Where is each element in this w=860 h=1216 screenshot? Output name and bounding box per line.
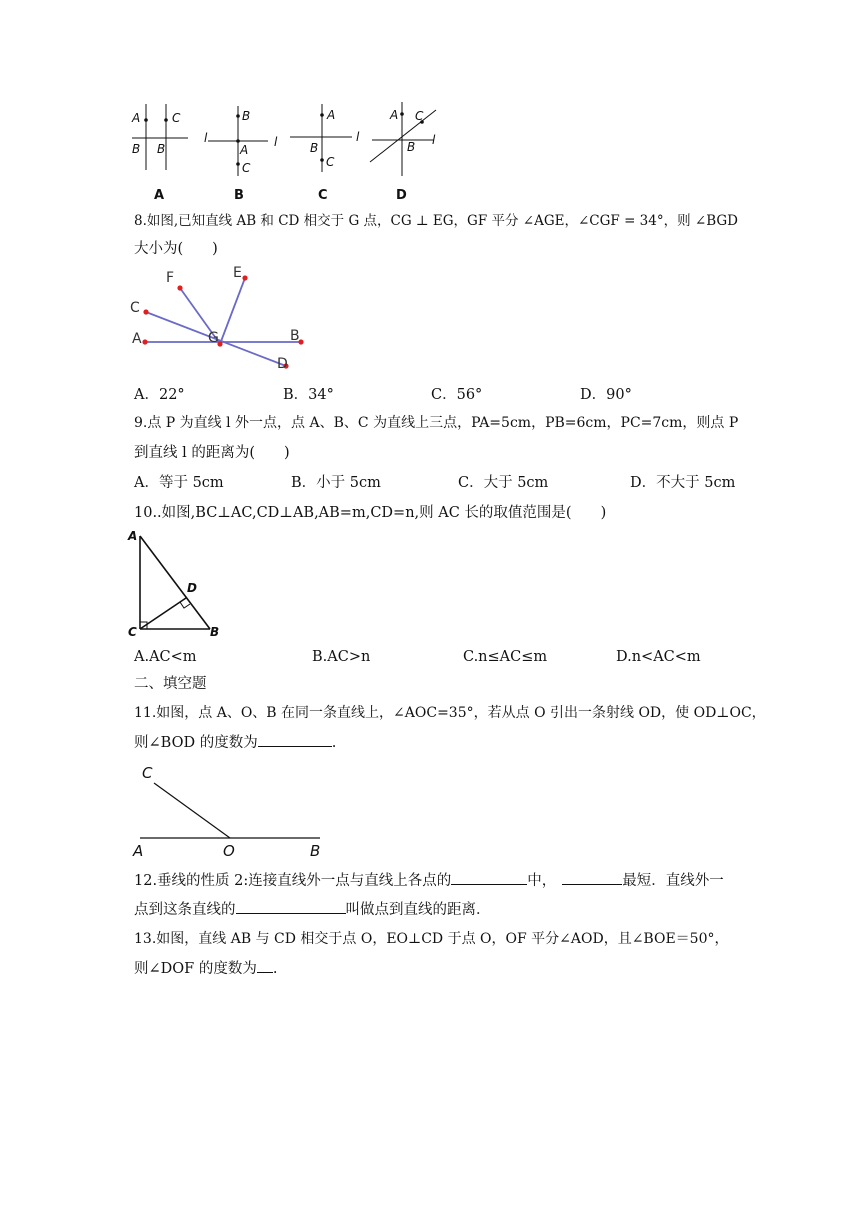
q8-label-f: F (166, 270, 175, 286)
q12-answer-blank-3[interactable] (236, 899, 346, 914)
q10-option-b[interactable]: B.AC>n (312, 649, 371, 665)
q12-line1-text-b: 中， (527, 873, 557, 889)
q11-line2-text: 则∠BOD 的度数为 (134, 735, 258, 751)
q7d-caption: D (396, 188, 407, 203)
q8-label-e: E (233, 265, 242, 281)
q7a-label-b: B (132, 142, 141, 156)
q11-label-c: C (142, 764, 153, 782)
q7a-label-c: C (172, 111, 181, 125)
q7d-label-b: B (407, 140, 416, 154)
q7-figure-b (208, 106, 278, 203)
q9-option-a[interactable]: A．等于 5cm (134, 475, 224, 491)
q12-line1-text-c: 最短．直线外一 (622, 873, 724, 889)
q7b-label-l: l (274, 135, 278, 149)
q9-option-d[interactable]: D．不大于 5cm (630, 475, 736, 491)
q12-answer-blank-2[interactable] (562, 870, 622, 885)
q8-option-d[interactable]: D．90° (580, 387, 632, 403)
q9-option-b[interactable]: B．小于 5cm (291, 475, 381, 491)
q11-figure (126, 760, 332, 860)
q7a-label-b2: B (157, 142, 166, 156)
section-2-heading: 二、填空题 (134, 676, 207, 692)
q10-label-a: A (128, 529, 138, 543)
q11-label-o: O (223, 842, 235, 860)
q7d-label-c: C (415, 109, 424, 123)
q10-question-line1: 10..如图,BC⊥AC,CD⊥AB,AB=m,CD=n,则 AC 长的取值范围是( ) (134, 505, 607, 521)
q12-line2-text-a: 点到这条直线的 (134, 902, 236, 918)
q8-label-d: D (277, 356, 288, 372)
q13-line2-text: 则∠DOF 的度数为 (134, 961, 257, 977)
q11-question-line1: 11.如图，点 A、O、B 在同一条直线上，∠AOC=35°，若从点 O 引出一条射线 OD，使 OD⊥OC， (134, 705, 766, 721)
q8-option-c[interactable]: C．56° (431, 387, 483, 403)
q7c-caption: C (318, 188, 328, 203)
q13-question-line1: 13.如图，直线 AB 与 CD 相交于点 O，EO⊥CD 于点 O，OF 平分∠AOD，且∠BOE＝50°， (134, 931, 729, 947)
q12-question-line1 (134, 870, 724, 891)
q7c-label-l: l (356, 130, 360, 144)
q12-answer-blank-1[interactable] (451, 870, 527, 885)
q11-answer-blank[interactable] (258, 732, 332, 747)
q7c-label-b: B (310, 141, 319, 155)
q10-option-a[interactable]: A.AC<m (134, 649, 197, 665)
q13-answer-blank[interactable] (257, 958, 273, 973)
q8-question-line1: 8.如图,已知直线 AB 和 CD 相交于 G 点，CG ⊥ EG，GF 平分 ∠AGE，∠CGF = 34°，则 ∠BGD (134, 213, 738, 229)
q8-figure (126, 262, 316, 378)
q10-option-d[interactable]: D.n<AC<m (616, 649, 701, 665)
q7d-label-l: l (432, 133, 436, 147)
q13-question-line2 (134, 958, 277, 979)
q10-option-c[interactable]: C.n≤AC≤m (463, 649, 548, 665)
q7-figures (120, 100, 450, 204)
q7c-label-c: C (326, 155, 335, 169)
q7-figure-d (370, 102, 436, 203)
q8-option-b[interactable]: B．34° (283, 387, 334, 403)
q8-label-a: A (132, 331, 142, 347)
q12-line2-text-b: 叫做点到直线的距离． (345, 902, 491, 918)
q10-label-d: D (187, 581, 197, 595)
q11-line2-end: . (331, 735, 337, 751)
q7-figure-a (131, 104, 208, 203)
q8-question-line2: 大小为( ) (134, 241, 218, 257)
q8-label-b: B (290, 328, 300, 344)
q11-label-a: A (133, 842, 144, 860)
q7b-label-b: B (242, 109, 251, 123)
q8-label-c: C (130, 300, 140, 316)
q9-option-c[interactable]: C．大于 5cm (458, 475, 549, 491)
q7b-label-a: A (240, 143, 249, 157)
q13-line2-end: . (272, 961, 278, 977)
q8-label-g: G (208, 330, 219, 346)
q10-label-c: C (128, 625, 137, 639)
q7b-caption: B (234, 188, 244, 203)
q11-label-b: B (310, 842, 321, 860)
q7a-label-a: A (132, 111, 141, 125)
q12-line1-text-a: 12.垂线的性质 2:连接直线外一点与直线上各点的 (134, 873, 452, 889)
q7a-caption: A (154, 188, 165, 203)
q7b-label-c: C (242, 161, 251, 175)
q7d-label-a: A (390, 108, 399, 122)
q12-question-line2 (134, 899, 491, 920)
q8-option-a[interactable]: A．22° (134, 387, 185, 403)
q7-figure-c (290, 104, 360, 203)
q11-question-line2 (134, 732, 336, 753)
q10-figure (124, 526, 228, 642)
q9-question-line2: 到直线 l 的距离为( ) (134, 445, 290, 461)
q9-question-line1: 9.点 P 为直线 l 外一点，点 A、B、C 为直线上三点，PA=5cm，PB=6cm，PC=7cm，则点 P (134, 415, 739, 431)
q7a-label-l: l (204, 131, 208, 145)
q7c-label-a: A (327, 108, 336, 122)
q10-label-b: B (210, 625, 220, 639)
